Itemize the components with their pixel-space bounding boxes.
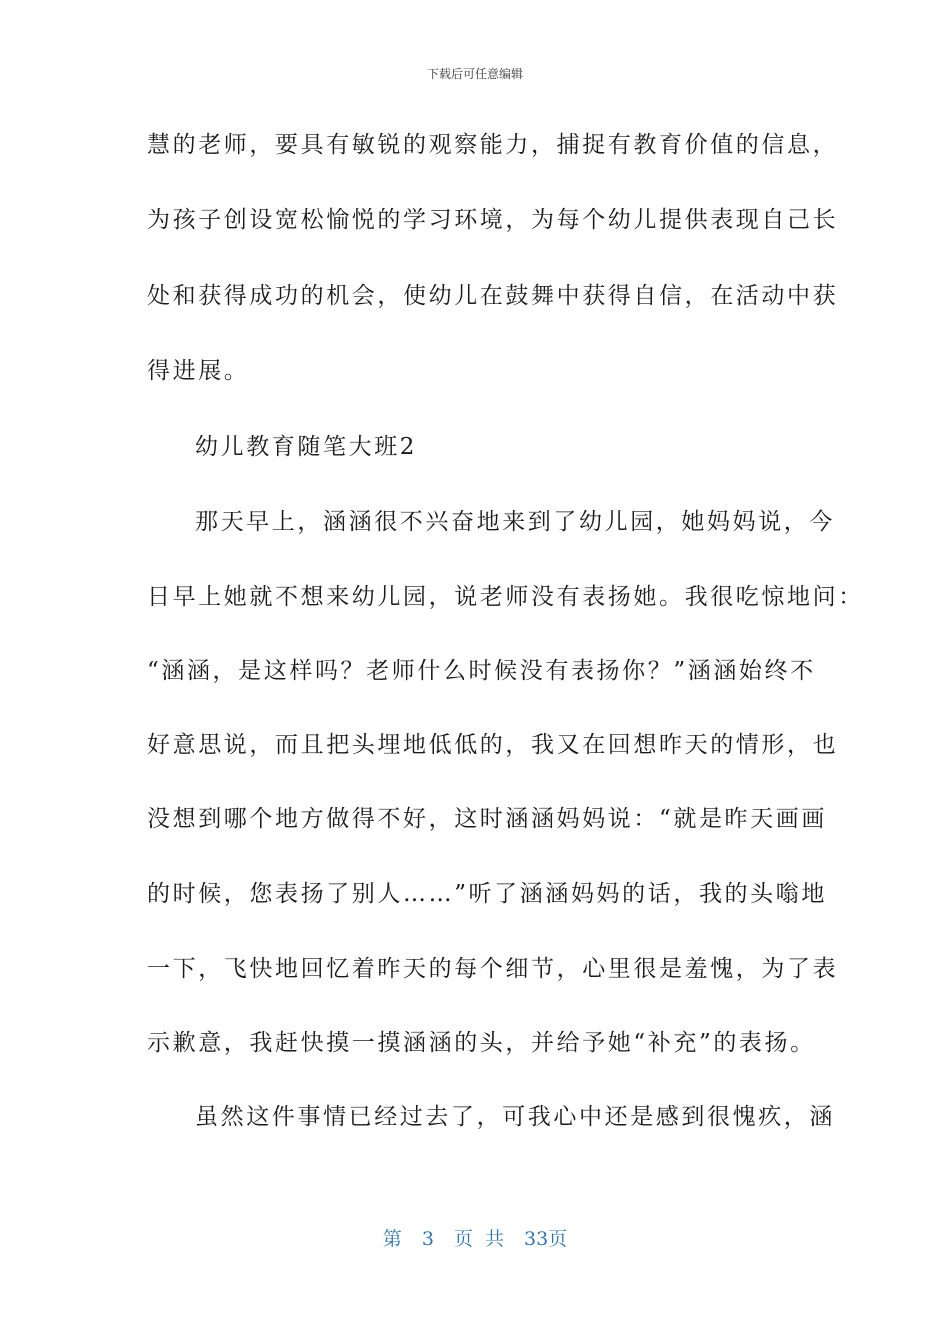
body-line-11: 的时候，您表扬了别人……”听了涵涵妈妈的话，我的头嗡地 xyxy=(147,881,827,907)
body-line-10: 没想到哪个地方做得不好，这时涵涵妈妈说：“就是昨天画画 xyxy=(147,806,827,832)
body-line-1: 慧的老师，要具有敏锐的观察能力，捕捉有教育价值的信息， xyxy=(147,132,839,158)
body-line-14: 虽然这件事情已经过去了，可我心中还是感到很愧疚，涵 xyxy=(195,1104,835,1130)
body-line-12: 一下，飞快地回忆着昨天的每个细节，心里很是羞愧，为了表 xyxy=(147,956,839,982)
page-number-footer xyxy=(0,1226,950,1252)
footer-prefix: 第 xyxy=(382,1228,402,1250)
body-line-13: 示歉意，我赶快摸一摸涵涵的头，并给予她“补充”的表扬。 xyxy=(147,1030,816,1056)
body-line-3: 处和获得成功的机会，使幼儿在鼓舞中获得自信，在活动中获 xyxy=(147,283,839,309)
body-line-4: 得进展。 xyxy=(147,358,250,384)
page-header-note: 下载后可任意编辑 xyxy=(426,67,523,81)
footer-total-pages: 33页 xyxy=(524,1228,568,1250)
body-line-7: 日早上她就不想来幼儿园，说老师没有表扬她。我很吃惊地问： xyxy=(147,584,864,610)
body-line-6: 那天早上，涵涵很不兴奋地来到了幼儿园，她妈妈说，今 xyxy=(195,509,835,535)
section-heading: 幼儿教育随笔大班2 xyxy=(195,434,418,460)
body-line-2: 为孩子创设宽松愉悦的学习环境，为每个幼儿提供表现自己长 xyxy=(147,207,839,233)
body-line-8: “涵涵，是这样吗？老师什么时候没有表扬你？”涵涵始终不 xyxy=(147,658,816,684)
footer-page-number: 3 xyxy=(421,1228,434,1250)
footer-middle: 页 共 xyxy=(453,1228,504,1250)
body-line-9: 好意思说，而且把头埋地低低的，我又在回想昨天的情形，也 xyxy=(147,732,839,758)
